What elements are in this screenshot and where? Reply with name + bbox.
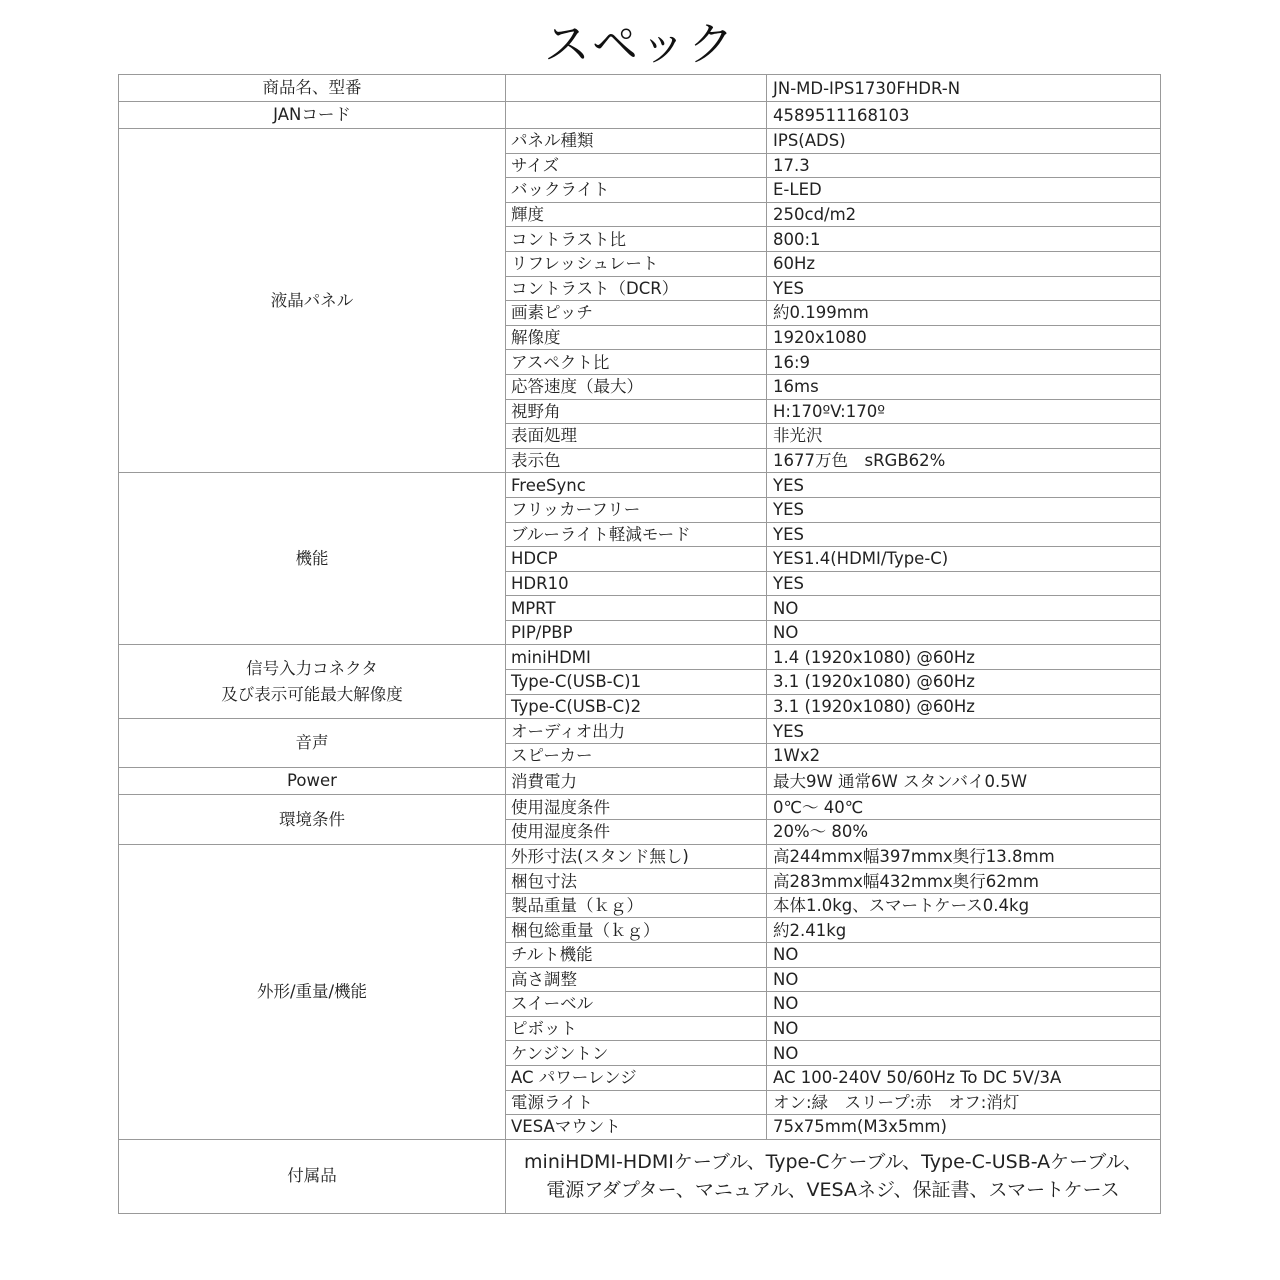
value-cell: YES [767, 522, 1161, 547]
value-cell: 4589511168103 [767, 102, 1161, 129]
item-cell: 画素ピッチ [506, 301, 767, 326]
value-cell: 最大9W 通常6W スタンバイ0.5W [767, 768, 1161, 795]
spec-table [118, 74, 1161, 1214]
value-cell: YES [767, 571, 1161, 596]
item-cell: サイズ [506, 153, 767, 178]
value-cell: YES [767, 473, 1161, 498]
table-row [119, 75, 1161, 102]
item-cell: VESAマウント [506, 1115, 767, 1140]
item-cell: AC パワーレンジ [506, 1065, 767, 1090]
item-cell: リフレッシュレート [506, 251, 767, 276]
table-row [119, 719, 1161, 744]
item-cell: アスペクト比 [506, 350, 767, 375]
accessories-line: miniHDMI-HDMIケーブル、Type-Cケーブル、Type-C-USB-Aケーブル、 [524, 1151, 1142, 1174]
value-cell: NO [767, 1041, 1161, 1066]
table-row [119, 768, 1161, 795]
category-cell: Power [119, 768, 506, 795]
value-cell: JN-MD-IPS1730FHDR-N [767, 75, 1161, 102]
value-cell: 250cd/m2 [767, 202, 1161, 227]
value-cell: NO [767, 967, 1161, 992]
item-cell: 梱包寸法 [506, 869, 767, 894]
item-cell [506, 75, 767, 102]
table-row [119, 129, 1161, 154]
value-cell: NO [767, 596, 1161, 621]
value-cell: IPS(ADS) [767, 129, 1161, 154]
value-cell: NO [767, 1016, 1161, 1041]
table-row [119, 473, 1161, 498]
item-cell: コントラスト比 [506, 227, 767, 252]
value-cell: 3.1 (1920x1080) @60Hz [767, 670, 1161, 695]
item-cell: 使用湿度条件 [506, 820, 767, 845]
value-cell: オン:緑 スリープ:赤 オフ:消灯 [767, 1090, 1161, 1115]
accessories-line: 電源アダプター、マニュアル、VESAネジ、保証書、スマートケース [546, 1179, 1120, 1202]
category-cell: 信号入力コネクタ 及び表示可能最大解像度 [119, 645, 506, 719]
value-cell: YES [767, 276, 1161, 301]
category-cell: 付属品 [119, 1139, 506, 1213]
item-cell: 使用湿度条件 [506, 795, 767, 820]
category-cell: 環境条件 [119, 795, 506, 844]
table-row [119, 645, 1161, 670]
value-cell: 1Wx2 [767, 743, 1161, 768]
item-cell [506, 102, 767, 129]
item-cell: ケンジントン [506, 1041, 767, 1066]
item-cell: フリッカーフリー [506, 497, 767, 522]
value-cell: 高283mmx幅432mmx奥行62mm [767, 869, 1161, 894]
table-row [119, 844, 1161, 869]
item-cell: ピボット [506, 1016, 767, 1041]
item-cell: FreeSync [506, 473, 767, 498]
item-cell: miniHDMI [506, 645, 767, 670]
value-cell: 60Hz [767, 251, 1161, 276]
value-cell: AC 100-240V 50/60Hz To DC 5V/3A [767, 1065, 1161, 1090]
item-cell: スピーカー [506, 743, 767, 768]
page-title: スペック [544, 17, 736, 71]
item-cell: コントラスト（DCR） [506, 276, 767, 301]
item-cell: バックライト [506, 178, 767, 203]
item-cell: 解像度 [506, 325, 767, 350]
value-cell: 75x75mm(M3x5mm) [767, 1115, 1161, 1140]
value-cell: NO [767, 943, 1161, 968]
table-row [119, 102, 1161, 129]
item-cell: 輝度 [506, 202, 767, 227]
table-row [119, 795, 1161, 820]
value-cell: 約2.41kg [767, 918, 1161, 943]
item-cell: Type-C(USB-C)1 [506, 670, 767, 695]
item-cell: 表面処理 [506, 424, 767, 449]
item-cell: 応答速度（最大） [506, 374, 767, 399]
value-cell: NO [767, 620, 1161, 645]
value-cell: 16:9 [767, 350, 1161, 375]
accessories-cell [506, 1139, 1161, 1213]
item-cell: MPRT [506, 596, 767, 621]
value-cell: 16ms [767, 374, 1161, 399]
value-cell: 800:1 [767, 227, 1161, 252]
value-cell: 本体1.0kg、スマートケース0.4kg [767, 893, 1161, 918]
item-cell: 視野角 [506, 399, 767, 424]
item-cell: HDR10 [506, 571, 767, 596]
category-cell: 機能 [119, 473, 506, 645]
value-cell: H:170ºV:170º [767, 399, 1161, 424]
value-cell: 1.4 (1920x1080) @60Hz [767, 645, 1161, 670]
item-cell: 梱包総重量（ｋｇ） [506, 918, 767, 943]
value-cell: 20%～ 80% [767, 820, 1161, 845]
item-cell: 消費電力 [506, 768, 767, 795]
item-cell: 表示色 [506, 448, 767, 473]
value-cell: YES [767, 497, 1161, 522]
item-cell: PIP/PBP [506, 620, 767, 645]
item-cell: 高さ調整 [506, 967, 767, 992]
value-cell: 0℃～ 40℃ [767, 795, 1161, 820]
table-row [119, 1139, 1161, 1213]
item-cell: HDCP [506, 547, 767, 572]
value-cell: YES [767, 719, 1161, 744]
value-cell: 高244mmx幅397mmx奥行13.8mm [767, 844, 1161, 869]
value-cell: 約0.199mm [767, 301, 1161, 326]
value-cell: NO [767, 992, 1161, 1017]
item-cell: ブルーライト軽減モード [506, 522, 767, 547]
category-cell: 液晶パネル [119, 129, 506, 473]
category-cell: 商品名、型番 [119, 75, 506, 102]
item-cell: 電源ライト [506, 1090, 767, 1115]
item-cell: 外形寸法(スタンド無し) [506, 844, 767, 869]
item-cell: 製品重量（ｋｇ） [506, 893, 767, 918]
category-cell: 外形/重量/機能 [119, 844, 506, 1139]
item-cell: パネル種類 [506, 129, 767, 154]
item-cell: スイーベル [506, 992, 767, 1017]
value-cell: 1677万色 sRGB62% [767, 448, 1161, 473]
value-cell: E-LED [767, 178, 1161, 203]
value-cell: 非光沢 [767, 424, 1161, 449]
value-cell: 3.1 (1920x1080) @60Hz [767, 694, 1161, 719]
item-cell: チルト機能 [506, 943, 767, 968]
category-cell: JANコード [119, 102, 506, 129]
item-cell: オーディオ出力 [506, 719, 767, 744]
item-cell: Type-C(USB-C)2 [506, 694, 767, 719]
value-cell: 17.3 [767, 153, 1161, 178]
category-cell: 音声 [119, 719, 506, 768]
value-cell: 1920x1080 [767, 325, 1161, 350]
value-cell: YES1.4(HDMI/Type-C) [767, 547, 1161, 572]
